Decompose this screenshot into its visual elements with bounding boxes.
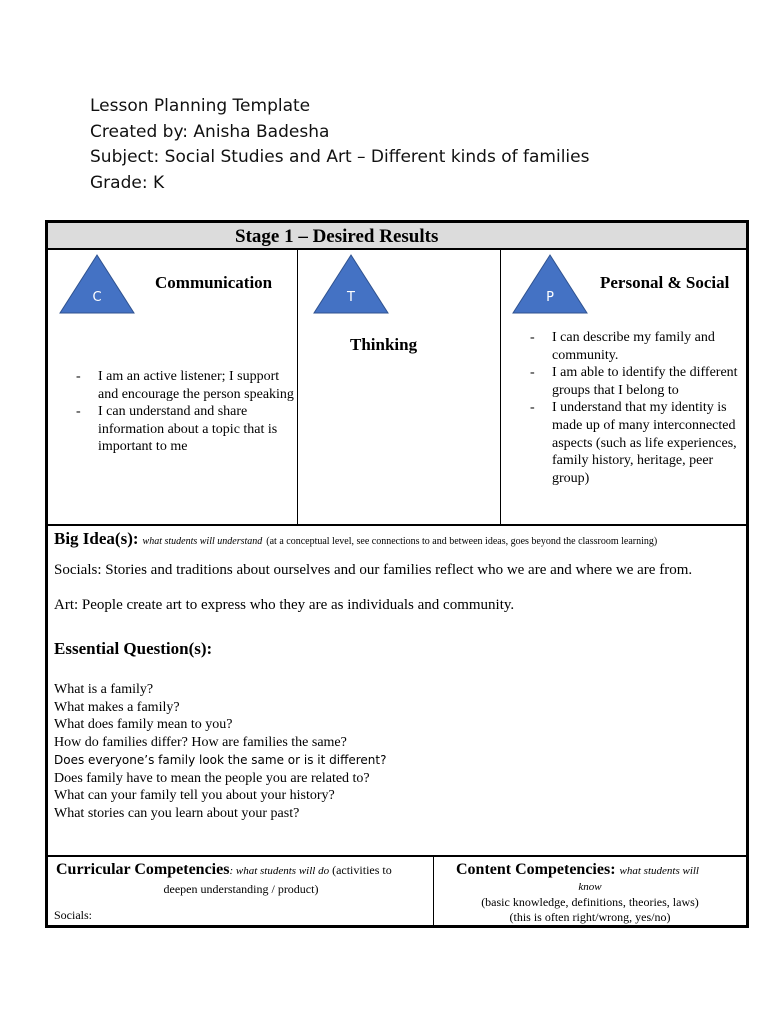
- content-italic-know: know: [578, 881, 602, 893]
- question-item: Does everyone’s family look the same or is it different?: [54, 752, 387, 767]
- content-competencies-cell: [434, 856, 746, 925]
- content-description-2: (this is often right/wrong, yes/no): [509, 910, 671, 924]
- personal-social-letter: P: [546, 290, 554, 305]
- personal-social-title: Personal & Social: [600, 273, 730, 292]
- big-idea-italic: what students will understand: [142, 536, 263, 547]
- big-idea-art: Art: People create art to express who they are as individuals and community.: [54, 597, 515, 613]
- communication-column: [48, 250, 298, 525]
- list-item: - I am an active listener; I support and encourage the person speaking: [76, 368, 296, 403]
- communication-title: Communication: [155, 273, 273, 292]
- question-item: How do families differ? How are families the same?: [54, 735, 347, 751]
- thinking-title: Thinking: [350, 335, 418, 354]
- curricular-italic: : what students will do: [229, 865, 330, 877]
- big-idea-description: (at a conceptual level, see connections to and between ideas, goes beyond the classroom learning): [266, 536, 658, 547]
- list-item: - I understand that my identity is made up of many interconnected aspects (such as life experiences, family history, heritage, peer group): [530, 399, 742, 487]
- essential-questions-heading: Essential Question(s):: [54, 639, 213, 658]
- created-by: Created by: Anisha Badesha: [90, 121, 330, 142]
- content-italic: what students will: [619, 865, 699, 877]
- question-item: What is a family?: [54, 682, 154, 697]
- list-item: - I can describe my family and community.: [530, 329, 742, 364]
- divider: [48, 524, 746, 526]
- question-item: What can your family tell you about your history?: [54, 788, 335, 804]
- curricular-competencies-cell: [48, 856, 434, 925]
- question-item: What stories can you learn about your past?: [54, 805, 300, 821]
- question-item: Does family have to mean the people you are related to?: [54, 770, 370, 786]
- curricular-heading: Curricular Competencies: [56, 861, 230, 878]
- big-idea-socials: Socials: Stories and traditions about ourselves and our families reflect who we are and where we are from.: [54, 562, 693, 578]
- stage-header: [48, 223, 746, 250]
- question-item: What makes a family?: [54, 699, 180, 715]
- essential-questions-list: [54, 681, 386, 823]
- stage-title: Stage 1 – Desired Results: [235, 226, 439, 247]
- big-idea-heading-line: [54, 529, 657, 549]
- grade: Grade: K: [90, 172, 165, 193]
- curricular-socials: Socials:: [54, 908, 92, 922]
- thinking-triangle-icon: [312, 253, 390, 315]
- content-heading: Content Competencies:: [456, 861, 616, 878]
- list-item: - I can understand and share information about a topic that is important to me: [76, 403, 296, 456]
- thinking-column: [298, 250, 501, 525]
- list-item: - I am able to identify the different groups that I belong to: [530, 364, 742, 399]
- template-title: Lesson Planning Template: [90, 96, 311, 116]
- content-description-1: (basic knowledge, definitions, theories, laws): [481, 895, 699, 909]
- lesson-plan-table: [45, 220, 749, 928]
- curricular-description: deepen understanding / product): [163, 882, 319, 896]
- communication-list: [76, 368, 296, 456]
- curricular-heading-line: [56, 861, 392, 879]
- thinking-letter: T: [347, 290, 355, 305]
- communication-triangle-icon: [58, 253, 136, 315]
- communication-letter: C: [92, 290, 102, 305]
- question-item: What does family mean to you?: [54, 717, 233, 733]
- personal-social-column: [501, 250, 746, 525]
- curricular-plain: (activities to: [329, 863, 392, 877]
- document-header: [90, 94, 589, 196]
- personal-social-list: [530, 329, 742, 487]
- personal-social-triangle-icon: [511, 253, 589, 315]
- subject: Subject: Social Studies and Art – Different kinds of families: [90, 147, 590, 167]
- big-idea-heading: Big Idea(s):: [54, 529, 139, 548]
- content-heading-line: [456, 861, 699, 879]
